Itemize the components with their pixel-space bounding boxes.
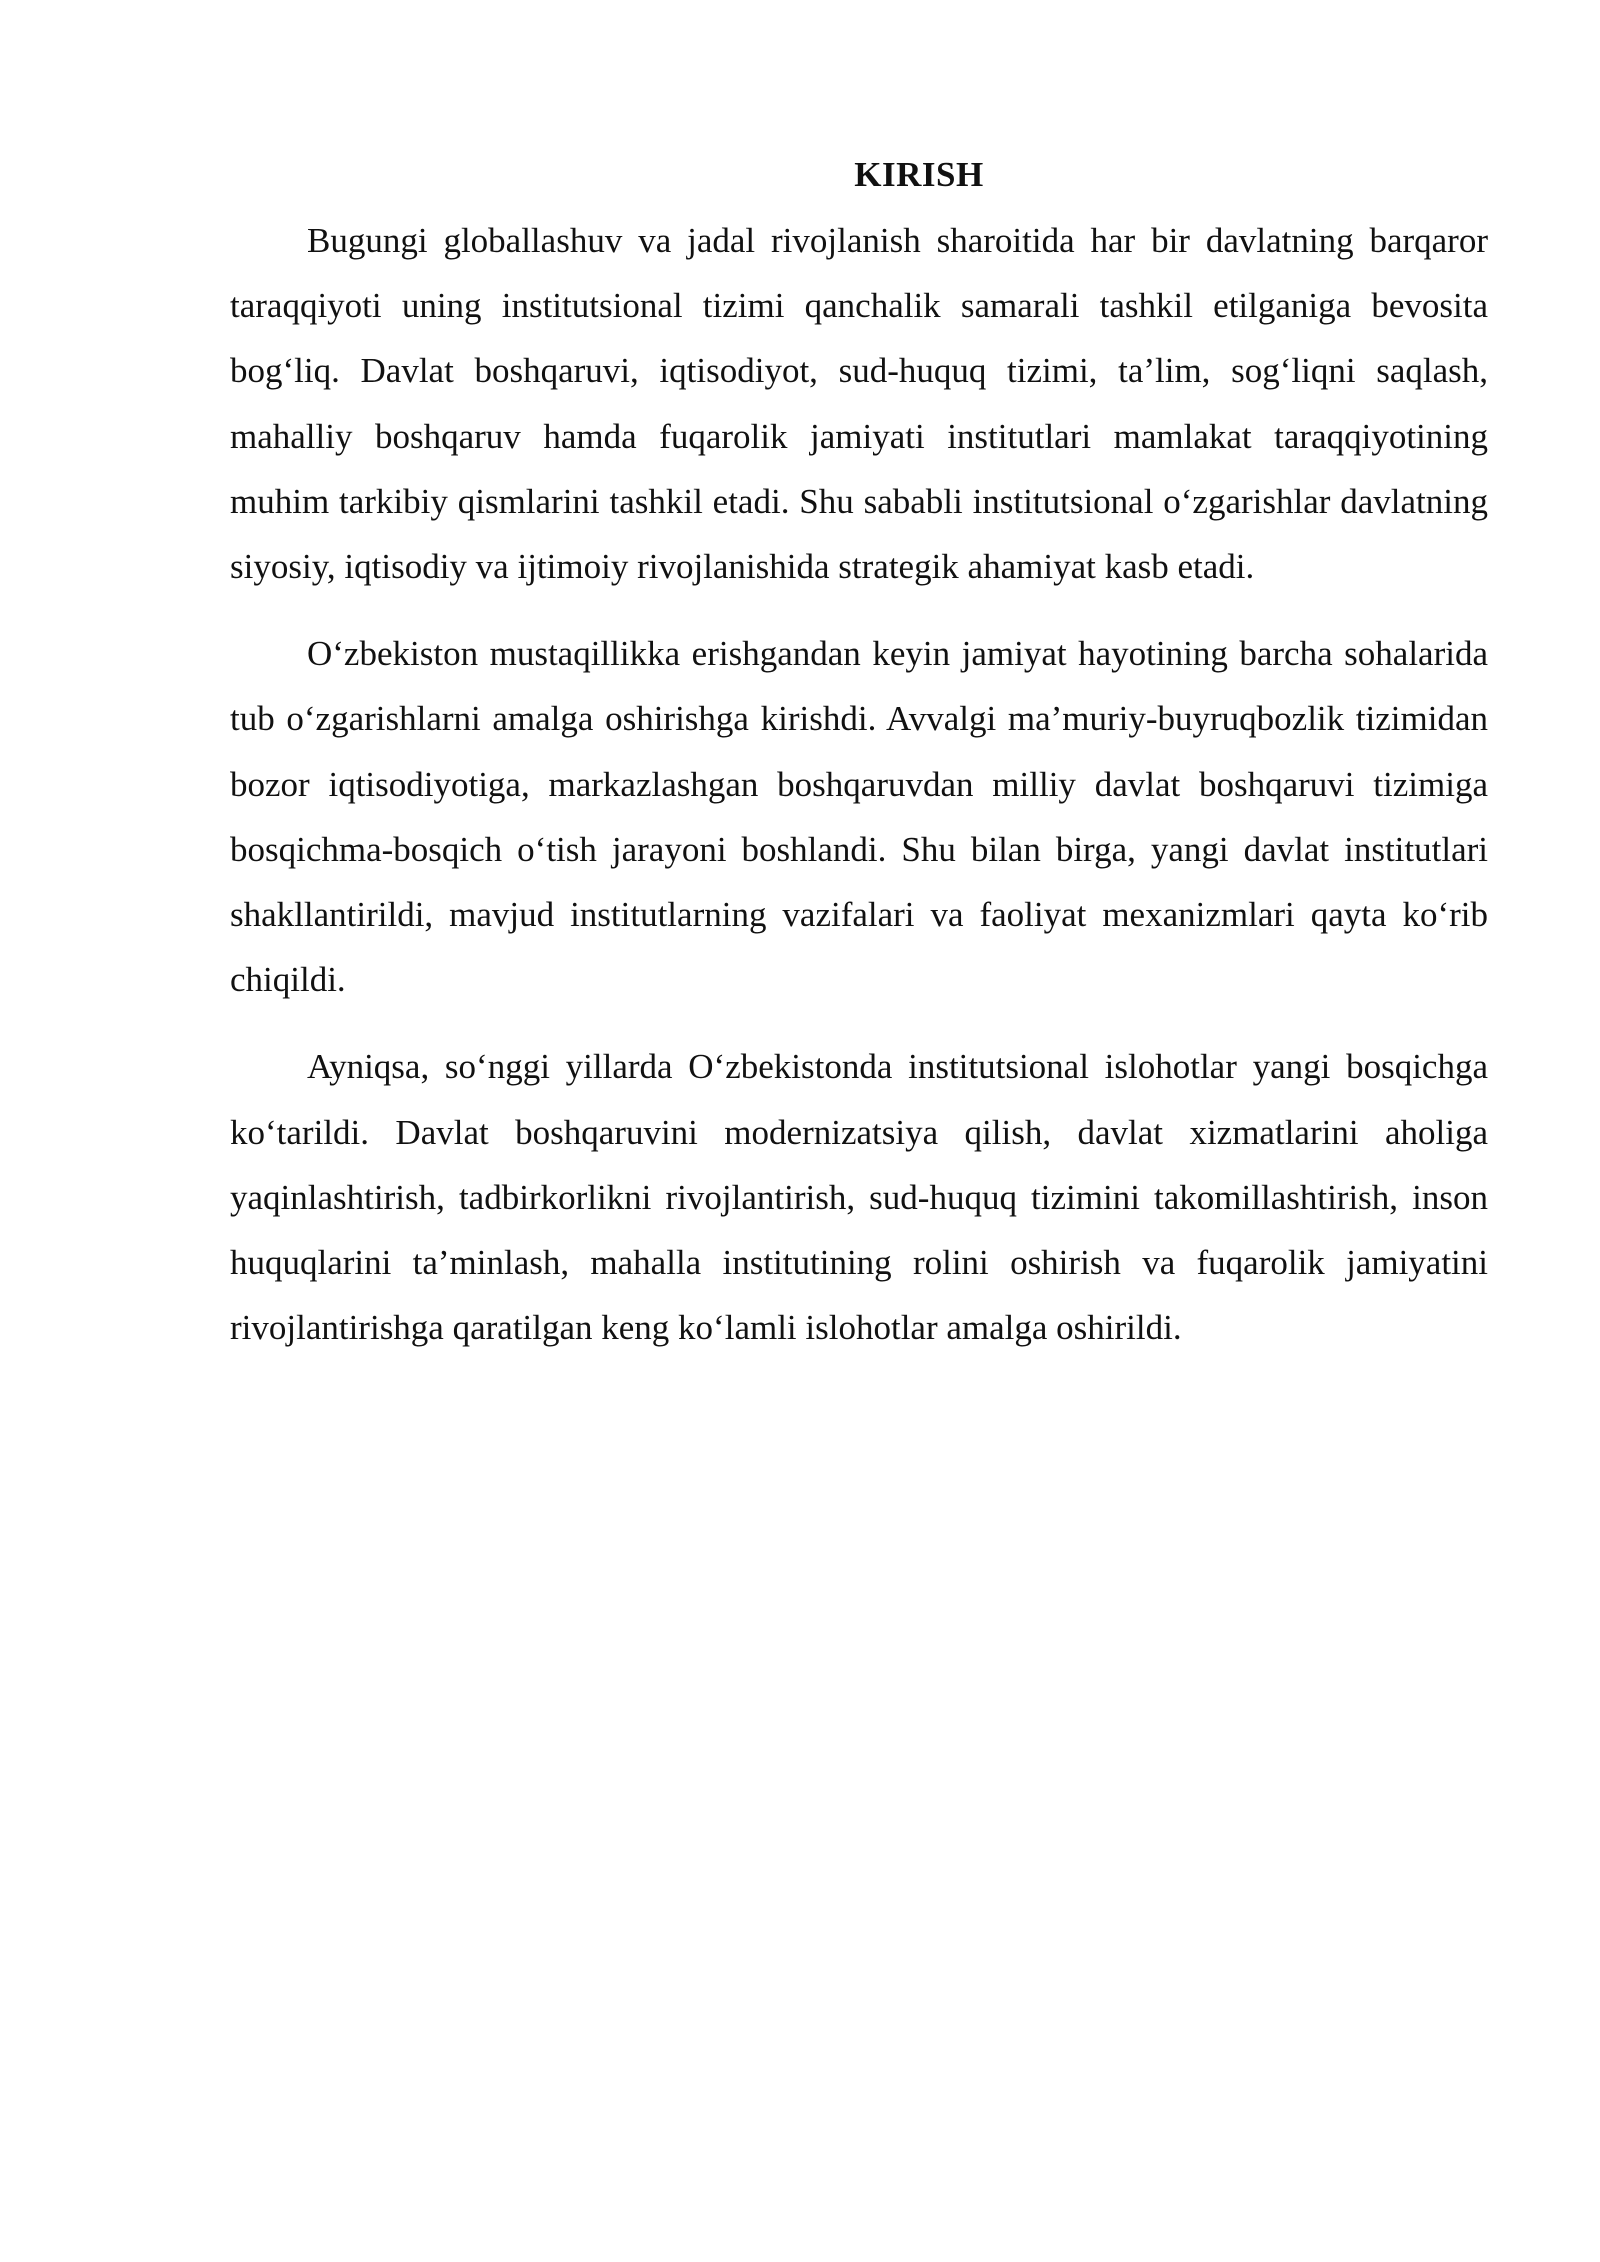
document-body: [230, 150, 1488, 1382]
paragraph-2: O‘zbekiston mustaqillikka erishgandan keyin jamiyat hayotining barcha sohalarida tub o‘zgarishlarni amalga oshirishga kirishdi. Avvalgi ma’muriy-buyruqbozlik tizimidan bozor iqtisodiyotiga, markazlashgan boshqaruvdan milliy davlat boshqaruvi tizimiga bosqichma-bosqich o‘tish jarayoni boshlandi. Shu bilan birga, yangi davlat institutlari shakllantirildi, mavjud institutlarning vazifalari va faoliyat mexanizmlari qayta ko‘rib chiqildi.: [230, 634, 1488, 1000]
section-title: KIRISH: [854, 155, 984, 194]
paragraph-1: Bugungi globallashuv va jadal rivojlanish sharoitida har bir davlatning barqaror taraqqiyoti uning institutsional tizimi qanchalik samarali tashkil etilganiga bevosita bog‘liq. Davlat boshqaruvi, iqtisodiyot, sud-huquq tizimi, ta’lim, sog‘liqni saqlash, mahalliy boshqaruv hamda fuqarolik jamiyati institutlari mamlakat taraqqiyotining muhim tarkibiy qismlarini tashkil etadi. Shu sababli institutsional o‘zgarishlar davlatning siyosiy, iqtisodiy va ijtimoiy rivojlanishida strategik ahamiyat kasb etadi.: [230, 221, 1488, 587]
paragraph-3: Ayniqsa, so‘nggi yillarda O‘zbekistonda institutsional islohotlar yangi bosqichga ko‘tarildi. Davlat boshqaruvini modernizatsiya qilish, davlat xizmatlarini aholiga yaqinlashtirish, tadbirkorlikni rivojlantirish, sud-huquq tizimini takomillashtirish, inson huquqlarini ta’minlash, mahalla institutining rolini oshirish va fuqarolik jamiyatini rivojlantirishga qaratilgan keng ko‘lamli islohotlar amalga oshirildi.: [230, 1047, 1488, 1348]
